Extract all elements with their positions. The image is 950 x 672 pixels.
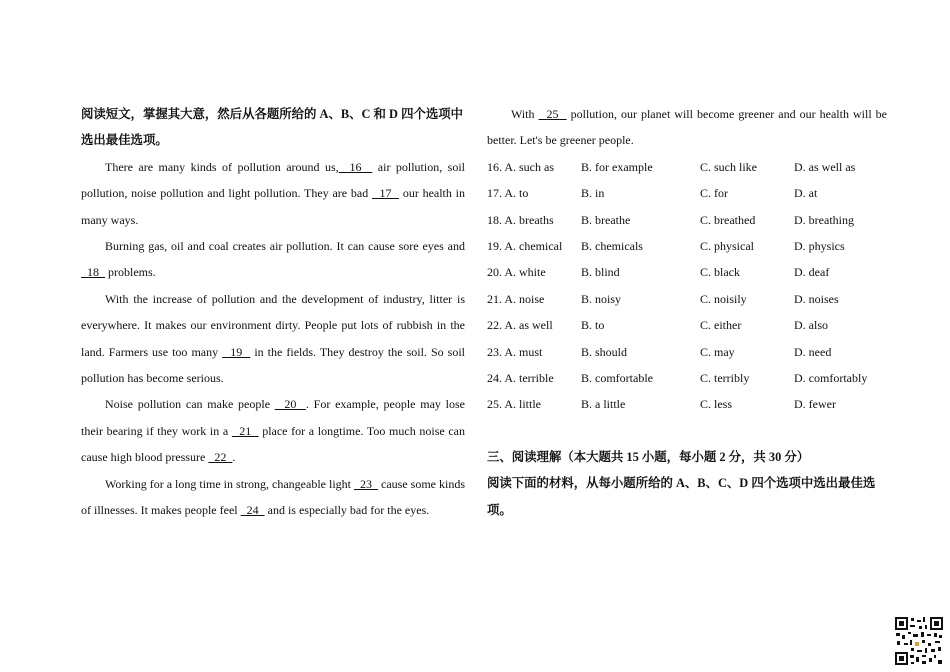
option-a: 25. A. little (487, 397, 541, 412)
qr-code-icon (894, 616, 944, 666)
option-a: 21. A. noise (487, 291, 545, 306)
option-c: C. terribly (700, 370, 750, 385)
option-d: D. at (794, 186, 818, 201)
blank-19: 19 (222, 344, 251, 359)
options-list (487, 154, 887, 418)
p2-text-2: problems. (105, 265, 156, 280)
blank-16: 16 (338, 159, 373, 174)
section-title: 三、阅读理解（本大题共 15 小题，每小题 2 分，共 30 分） (487, 449, 810, 464)
option-b: B. comfortable (581, 370, 653, 385)
p1-text-2: air pollution, soil pollution, noise pollution and light pollution. They are bad (81, 159, 465, 201)
section-instruction: 阅读下面的材料，从每小题所给的 A、B、C、D 四个选项中选出最佳选项。 (487, 476, 876, 517)
option-d: D. deaf (794, 265, 830, 280)
option-c: C. for (700, 186, 728, 201)
p6-text-2: pollution, our planet will become greener and our health will be better. Let's be greener people. (487, 107, 887, 148)
instruction-heading: 阅读短文，掌握其大意，然后从各题所给的 A、B、C 和 D 四个选项中选出最佳选项。 (81, 107, 464, 148)
p4-text-1: Noise pollution can make people (105, 397, 275, 412)
option-d: D. breathing (794, 212, 854, 227)
right-column (487, 101, 887, 523)
option-c: C. breathed (700, 212, 756, 227)
option-a: 24. A. terrible (487, 370, 554, 385)
option-b: B. blind (581, 265, 620, 280)
option-a: 17. A. to (487, 186, 529, 201)
option-d: D. comfortably (794, 370, 868, 385)
option-c: C. black (700, 265, 740, 280)
option-a: 22. A. as well (487, 318, 553, 333)
option-b: B. noisy (581, 291, 622, 306)
p5-text-2: cause some kinds of illnesses. It makes people feel (81, 476, 466, 518)
blank-23: 23 (354, 476, 379, 491)
option-c: C. noisily (700, 291, 747, 306)
option-c: C. such like (700, 159, 757, 174)
option-c: C. either (700, 318, 742, 333)
option-b: B. to (581, 318, 605, 333)
p3-text-2: in the fields. They destroy the soil. So soil pollution has become serious. (81, 344, 466, 386)
blank-21: 21 (231, 423, 259, 438)
paragraph-1 (81, 154, 465, 233)
option-d: D. noises (794, 291, 839, 306)
p4-text-2: . For example, people may lose their bearing if they work in a (81, 397, 466, 438)
blank-20: 20 (274, 397, 306, 412)
option-c: C. may (700, 344, 735, 359)
option-a: 20. A. white (487, 265, 546, 280)
paragraph-5 (81, 471, 465, 524)
option-b: B. breathe (581, 212, 631, 227)
option-b: B. for example (581, 159, 653, 174)
p4-text-4: . (232, 450, 236, 465)
p1-text-3: our health in many ways. (81, 186, 465, 227)
option-b: B. a little (581, 397, 626, 412)
option-d: D. need (794, 344, 832, 359)
option-b: B. chemicals (581, 238, 643, 253)
option-row (487, 365, 887, 391)
option-a: 23. A. must (487, 344, 543, 359)
option-a: 16. A. such as (487, 159, 554, 174)
p3-text-1: With the increase of pollution and the development of industry, litter is everywhere. It makes our environment dirty. People put lots of rubbish in the land. Farmers use too many (81, 291, 465, 359)
p4-text-3: place for a longtime. Too much noise can cause high blood pressure (81, 423, 465, 465)
option-b: B. in (581, 186, 605, 201)
option-d: D. fewer (794, 397, 836, 412)
option-c: C. less (700, 397, 733, 412)
option-d: D. as well as (794, 159, 856, 174)
option-row (487, 154, 887, 180)
option-row (487, 391, 887, 417)
option-b: B. should (581, 344, 628, 359)
option-row (487, 207, 887, 233)
blank-18: 18 (81, 265, 105, 280)
option-row (487, 286, 887, 312)
blank-22: 22 (208, 450, 233, 465)
option-row (487, 259, 887, 285)
p5-text-1: Working for a long time in strong, changeable light (105, 476, 354, 491)
option-row (487, 312, 887, 338)
option-row (487, 233, 887, 259)
option-row (487, 339, 887, 365)
paragraph-3 (81, 286, 465, 392)
paragraph-6 (487, 101, 887, 154)
p1-text-1: There are many kinds of pollution around us, (105, 159, 339, 174)
left-column (81, 101, 465, 524)
p6-text-1: With (511, 107, 539, 121)
option-d: D. physics (794, 238, 845, 253)
p2-text-1: Burning gas, oil and coal creates air pollution. It can cause sore eyes and (105, 239, 465, 254)
option-row (487, 180, 887, 206)
paragraph-4 (81, 391, 465, 470)
blank-24: 24 (240, 503, 265, 518)
option-c: C. physical (700, 238, 754, 253)
option-d: D. also (794, 318, 828, 333)
blank-25: 25 (538, 107, 567, 121)
option-a: 18. A. breaths (487, 212, 554, 227)
p5-text-3: and is especially bad for the eyes. (264, 503, 430, 518)
option-a: 19. A. chemical (487, 238, 563, 253)
blank-17: 17 (371, 186, 400, 201)
paragraph-2 (81, 233, 465, 286)
